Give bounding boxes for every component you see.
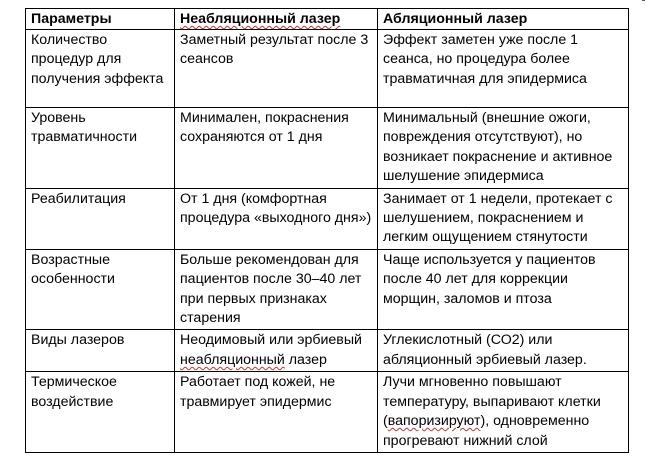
table-row — [26, 188, 629, 249]
cell-text-prefix: Неодимовый или эрбиевый — [180, 332, 362, 349]
cell-non-ablative: Больше рекомендован для пациентов после 30–40 лет при первых признаках старения — [175, 249, 378, 330]
cell-param: Виды лазеров — [26, 330, 175, 372]
page-edge-mark — [642, 0, 645, 1]
comparison-table — [25, 8, 629, 453]
table-header-row — [26, 9, 629, 30]
cell-param: Количество процедур для получения эффекта — [26, 30, 175, 108]
cell-non-ablative: От 1 дня (комфортная процедура «выходного дня») — [175, 188, 378, 249]
cell-ablative: Чаще используется у пациентов после 40 лет для коррекции морщин, заломов и птоза — [378, 249, 629, 330]
header-params: Параметры — [26, 9, 175, 30]
cell-ablative: Углекислотный (СО2) или абляционный эрбиевый лазер. — [378, 330, 629, 372]
cell-text-suffix: лазер — [284, 351, 327, 368]
cell-ablative: Минимальный (внешние ожоги, повреждения отсутствуют), но возникает покраснение и активное шелушение эпидермиса — [378, 108, 629, 189]
cell-param: Уровень травматичности — [26, 108, 175, 189]
header-non-ablative — [175, 9, 378, 30]
table-row — [26, 108, 629, 189]
cell-non-ablative: Работает под кожей, не травмирует эпидермис — [175, 372, 378, 453]
cell-ablative — [378, 372, 629, 453]
cell-text-prefix: Лучи мгновенно повышают температуру, выпаривают клетки ( — [383, 374, 601, 430]
table-row — [26, 30, 629, 108]
table-row — [26, 249, 629, 330]
cell-text-spellcheck: вапоризируют — [387, 413, 481, 430]
cell-non-ablative: Минимален, покраснения сохраняются от 1 дня — [175, 108, 378, 189]
cell-ablative: Занимает от 1 недели, протекает с шелушением, покраснением и легким ощущением стянутости — [378, 188, 629, 249]
cell-text-suffix: ), одновременно прогревают нижний слой — [383, 413, 590, 449]
header-non-ablative-text: Неабляционный лазер — [180, 11, 341, 27]
cell-ablative: Эффект заметен уже после 1 сеанса, но процедура более травматичная для эпидермиса — [378, 30, 629, 108]
table-row — [26, 330, 629, 372]
table-row — [26, 372, 629, 453]
cell-param: Термическое воздействие — [26, 372, 175, 453]
header-ablative: Абляционный лазер — [378, 9, 629, 30]
cell-text-spellcheck: неабляционный — [180, 351, 285, 368]
cell-non-ablative — [175, 330, 378, 372]
cell-non-ablative: Заметный результат после 3 сеансов — [175, 30, 378, 108]
cell-param: Возрастные особенности — [26, 249, 175, 330]
cell-param: Реабилитация — [26, 188, 175, 249]
